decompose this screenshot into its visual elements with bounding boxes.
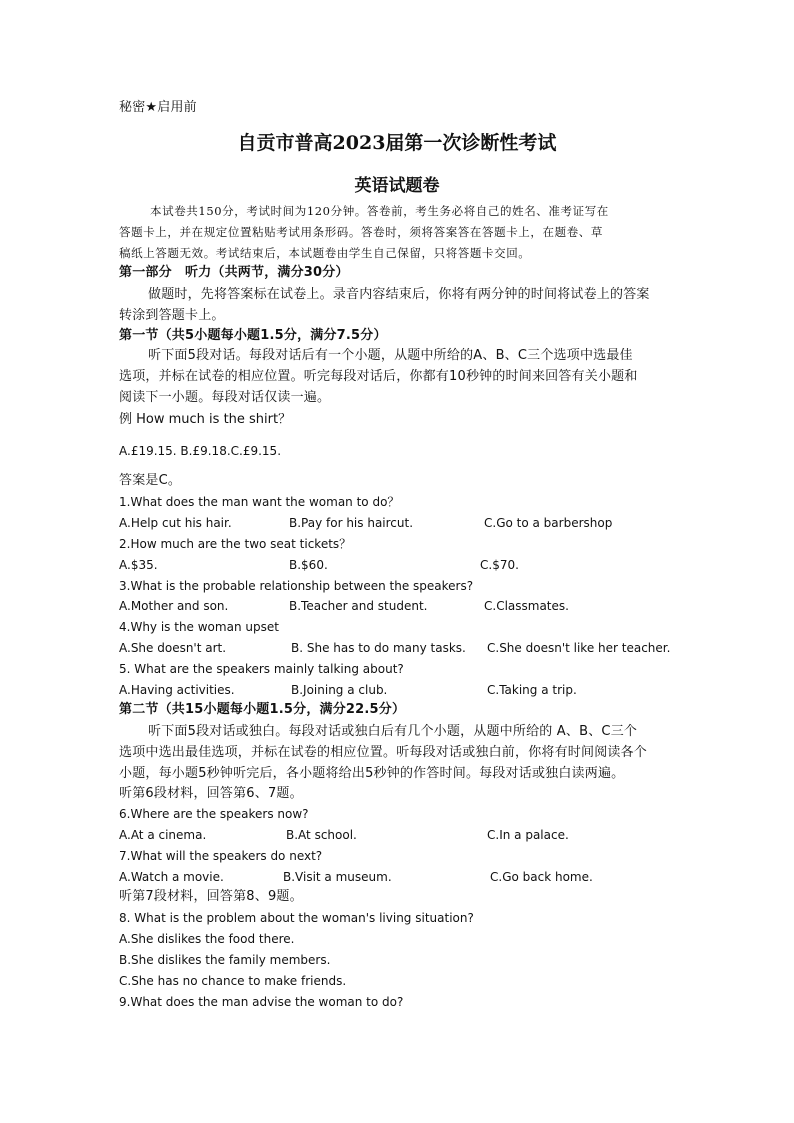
q4-option-b: B. She has to do many tasks. bbox=[291, 641, 466, 655]
instruction-line-1: 本试卷共150分，考试时间为120分钟。答卷前，考生务必将自己的姓名、准考证写在 bbox=[150, 204, 609, 218]
q4-option-a: A.She doesn't art. bbox=[119, 641, 227, 655]
part1-intro-1: 做题时，先将答案标在试卷上。录音内容结束后，你将有两分钟的时间将试卷上的答案 bbox=[148, 287, 650, 302]
instruction-line-2: 答题卡上，并在规定位置粘贴考试用条形码。答卷时，须将答案答在答题卡上，在题卷、草 bbox=[119, 225, 603, 239]
question-7: 7.What will the speakers do next? bbox=[119, 849, 323, 863]
section1-heading: 第一节（共5小题每小题1.5分，满分7.5分） bbox=[119, 328, 387, 343]
q2-option-a: A.$35. bbox=[119, 558, 158, 572]
q1-option-b: B.Pay for his haircut. bbox=[289, 516, 414, 530]
exam-subtitle: 英语试题卷 bbox=[354, 176, 440, 196]
q3-option-c: C.Classmates. bbox=[484, 599, 569, 613]
question-5: 5. What are the speakers mainly talking about? bbox=[119, 662, 404, 676]
q1-option-a: A.Help cut his hair. bbox=[119, 516, 232, 530]
example-question: 例 How much is the shirt？ bbox=[119, 412, 292, 427]
q5-option-b: B.Joining a club. bbox=[291, 683, 388, 697]
q6-option-c: C.In a palace. bbox=[487, 828, 569, 842]
material-6-note: 听第6段材料，回答第6、7题。 bbox=[119, 786, 303, 801]
q7-option-a: A.Watch a movie. bbox=[119, 870, 224, 884]
section1-intro-1: 听下面5段对话。每段对话后有一个小题，从题中所给的A、B、C三个选项中选最佳 bbox=[148, 348, 633, 363]
q4-option-c: C.She doesn't like her teacher. bbox=[487, 641, 671, 655]
q5-option-a: A.Having activities. bbox=[119, 683, 235, 697]
q2-option-c: C.$70. bbox=[480, 558, 519, 572]
section2-heading: 第二节（共15小题每小题1.5分，满分22.5分） bbox=[119, 702, 406, 717]
question-6: 6.Where are the speakers now? bbox=[119, 807, 309, 821]
q7-option-b: B.Visit a museum. bbox=[283, 870, 392, 884]
part1-heading: 第一部分 听力（共两节，满分30分） bbox=[119, 265, 349, 280]
q5-option-c: C.Taking a trip. bbox=[487, 683, 577, 697]
q8-option-b: B.She dislikes the family members. bbox=[119, 953, 331, 967]
question-2: 2.How much are the two seat tickets？ bbox=[119, 537, 352, 551]
q6-option-a: A.At a cinema. bbox=[119, 828, 207, 842]
q3-option-a: A.Mother and son. bbox=[119, 599, 229, 613]
question-9: 9.What does the man advise the woman to do? bbox=[119, 995, 404, 1009]
example-options: A.£19.15. B.£9.18.C.£9.15. bbox=[119, 444, 282, 458]
q2-option-b: B.$60. bbox=[289, 558, 328, 572]
question-3: 3.What is the probable relationship between the speakers? bbox=[119, 579, 474, 593]
question-1: 1.What does the man want the woman to do？ bbox=[119, 495, 400, 509]
section1-intro-3: 阅读下一小题。每段对话仅读一遍。 bbox=[119, 390, 331, 405]
part1-intro-2: 转涂到答题卡上。 bbox=[119, 308, 225, 323]
secret-label: 秘密★启用前 bbox=[119, 100, 197, 115]
section2-intro-2: 选项中选出最佳选项，并标在试卷的相应位置。听每段对话或独白前，你将有时间阅读各个 bbox=[119, 745, 648, 760]
exam-title: 自贡市普高2023届第一次诊断性考试 bbox=[237, 132, 557, 154]
example-answer: 答案是C。 bbox=[119, 473, 182, 488]
section2-intro-3: 小题，每小题5秒钟听完后，各小题将给出5秒钟的作答时间。每段对话或独白读两遍。 bbox=[119, 766, 625, 781]
q7-option-c: C.Go back home. bbox=[490, 870, 593, 884]
section1-intro-2: 选项，并标在试卷的相应位置。听完每段对话后，你都有10秒钟的时间来回答有关小题和 bbox=[119, 369, 638, 384]
section2-intro-1: 听下面5段对话或独白。每段对话或独白后有几个小题，从题中所给的 A、B、C三个 bbox=[148, 724, 638, 739]
material-7-note: 听第7段材料，回答第8、9题。 bbox=[119, 889, 303, 904]
question-8: 8. What is the problem about the woman's living situation? bbox=[119, 911, 474, 925]
q8-option-a: A.She dislikes the food there. bbox=[119, 932, 295, 946]
q8-option-c: C.She has no chance to make friends. bbox=[119, 974, 347, 988]
q3-option-b: B.Teacher and student. bbox=[289, 599, 428, 613]
question-4: 4.Why is the woman upset bbox=[119, 620, 279, 634]
q1-option-c: C.Go to a barbershop bbox=[484, 516, 613, 530]
q6-option-b: B.At school. bbox=[286, 828, 357, 842]
instruction-line-3: 稿纸上答题无效。考试结束后，本试题卷由学生自己保留，只将答题卡交回。 bbox=[119, 246, 531, 260]
